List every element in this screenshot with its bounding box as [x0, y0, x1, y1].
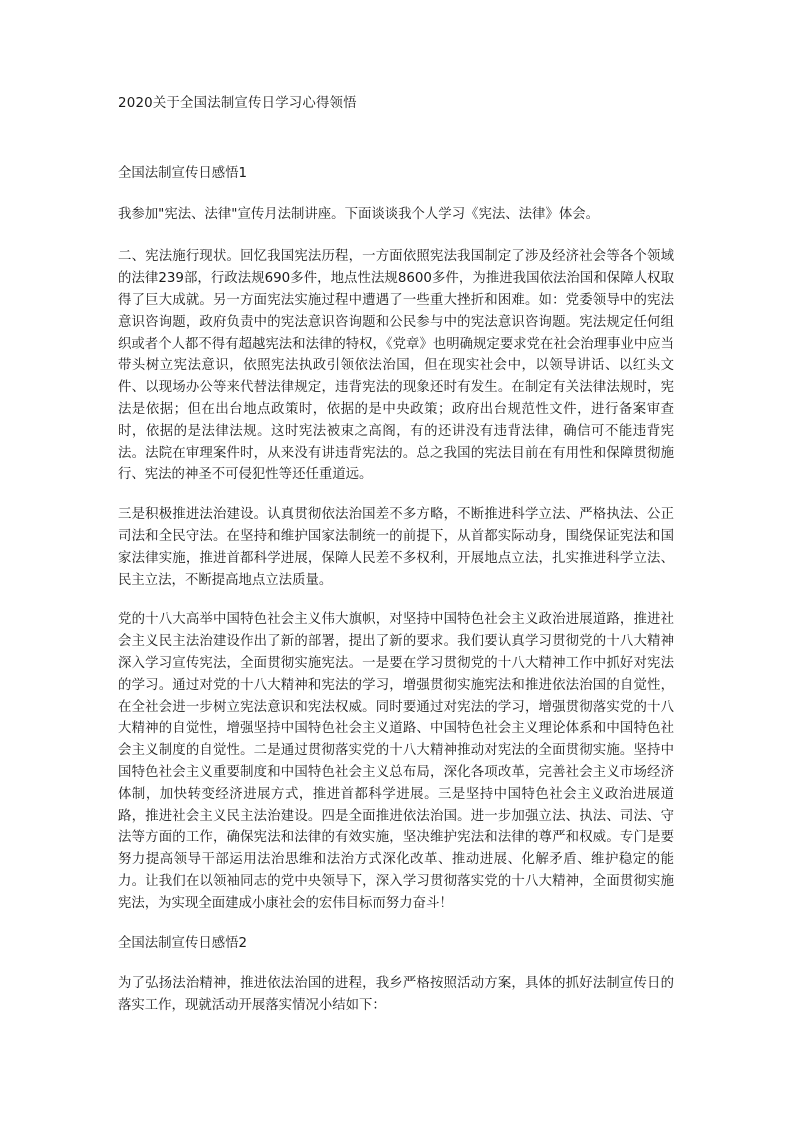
- paragraph-activity-summary: 为了弘扬法治精神，推进依法治国的进程，我乡严格按照活动方案，具体的抓好法制宣传日的落实工作，现就活动开展落实情况小结如下：: [118, 976, 674, 1014]
- paragraph-constitution-status: 二、宪法施行现状。回忆我国宪法历程，一方面依照宪法我国制定了涉及经济社会等各个领域的法律239部，行政法规690多件，地点性法规8600多件，为推进我国依法治国和保障人权取得了巨大成就。另一方面宪法实施过程中遭遇了一些重大挫折和困难。如：党委领导中的宪法意识咨询题，政府负责中的宪法意识咨询题和公民参与中的宪法意识咨询题。宪法规定任何组织或者个人都不得有超越宪法和法律的特权，《党章》也明确规定要求党在社会治理事业中应当带头树立宪法意识，依照宪法执政引领依法治国，但在现实社会中，以领导讲话、以红头文件、以现场办公等来代替法律规定，违背宪法的现象还时有发生。在制定有关法律法规时，宪法是依据；但在出台地点政策时，依据的是中央政策；政府出台规范性文件，进行备案审查时，依据的是法律法规。这时宪法被束之高阁，有的还讲没有违背法律，确信可不能违背宪法。法院在审理案件时，从来没有讲违背宪法的。总之我国的宪法目前在有用性和保障贯彻施行、宪法的神圣不可侵犯性等还任重道远。: [118, 249, 674, 483]
- section-heading-2: 全国法制宣传日感悟2: [118, 935, 248, 951]
- document-title: 2020关于全国法制宣传日学习心得领悟: [118, 96, 357, 111]
- paragraph-intro: 我参加"宪法、法律"宣传月法制讲座。下面谈谈我个人学习《宪法、法律》体会。: [118, 206, 599, 222]
- section-heading-1: 全国法制宣传日感悟1: [118, 165, 248, 181]
- document-body: [118, 93, 674, 1035]
- paragraph-rule-of-law: 三是积极推进法治建设。认真贯彻依法治国差不多方略，不断推进科学立法、严格执法、公正司法和全民守法。在坚持和维护国家法制统一的前提下，从首都实际动身，围绕保证宪法和国家法律实施，推进首都科学进展，保障人民差不多权利，开展地点立法，扎实推进科学立法、民主立法，不断提高地点立法质量。: [118, 507, 674, 588]
- paragraph-eighteenth-congress: 党的十八大高举中国特色社会主义伟大旗帜，对坚持中国特色社会主义政治进展道路，推进社会主义民主法治建设作出了新的部署，提出了新的要求。我们要认真学习贯彻党的十八大精神 深入学习宣传宪法，全面贯彻实施宪法。一是要在学习贯彻党的十八大精神工作中抓好对宪法的学习。通过对党的十八大精神和宪法的学习，增强贯彻实施宪法和推进依法治国的自觉性，在全社会进一步树立宪法意识和宪法权威。同时要通过对宪法的学习，增强贯彻落实党的十八大精神的自觉性，增强坚持中国特色社会主义道路、中国特色社会主义理论体系和中国特色社会主义制度的自觉性。二是通过贯彻落实党的十八大精神推动对宪法的全面贯彻实施。坚持中国特色社会主义重要制度和中国特色社会主义总布局，深化各项改革，完善社会主义市场经济体制，加快转变经济进展方式，推进首都科学进展。三是坚持中国特色社会主义政治进展道路，推进社会主义民主法治建设。四是全面推进依法治国。进一步加强立法、执法、司法、守法等方面的工作，确保宪法和法律的有效实施，坚决维护宪法和法律的尊严和权威。专门是要努力提高领导干部运用法治思维和法治方式深化改革、推动进展、化解矛盾、维护稳定的能力。让我们在以领袖同志的党中央领导下，深入学习贯彻落实党的十八大精神，全面贯彻实施宪法，为实现全面建成小康社会的宏伟目标而努力奋斗！: [118, 612, 674, 911]
